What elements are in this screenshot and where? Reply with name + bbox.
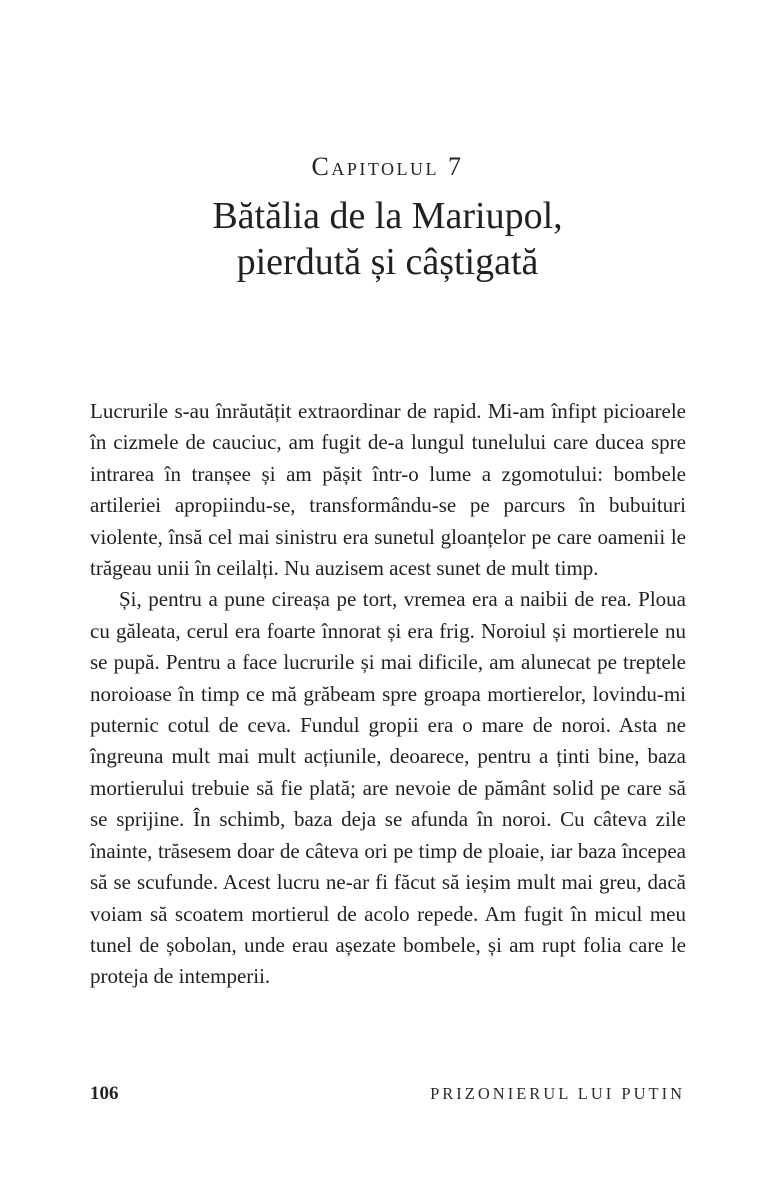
chapter-label: Capitolul 7: [311, 152, 464, 181]
paragraph-2: Și, pentru a pune cireașa pe tort, vremea era a naibii de rea. Ploua cu găleata, cerul era foarte înnorat și era frig. Noroiul și mortierele nu se pupă. Pentru a face lucrurile și mai dificile, am alunecat pe treptele noroioase în timp ce mă grăbeam spre groapa mortierelor, lovindu-mi puternic cotul de ceva. Fundul gropii era o mare de noroi. Asta ne îngreuna mult mai mult acțiunile, deoarece, pentru a ținti bine, baza mortierului trebuie să fie plată; are nevoie de pământ solid pe care să se sprijine. În schimb, baza deja se afunda în noroi. Cu câteva zile înainte, trăsesem doar de câteva ori pe timp de ploaie, iar baza începea să se scufunde. Acest lucru ne-ar fi făcut să ieșim mult mai greu, dacă voiam să scoatem mortierul de acolo repede. Am fugit în micul meu tunel de șobolan, unde erau așezate bombele, și am rupt folia care le proteja de intemperii.: [90, 587, 686, 989]
chapter-title-line2: pierdută și câștigată: [236, 241, 539, 283]
body-text: [90, 396, 686, 993]
chapter-title: [0, 193, 775, 285]
running-title: PRIZONIERUL LUI PUTIN: [430, 1084, 685, 1103]
chapter-title-line1: Bătălia de la Mariupol,: [212, 195, 563, 237]
page-footer: [90, 1083, 685, 1105]
page-number: 106: [90, 1083, 119, 1104]
paragraph-1: Lucrurile s-au înrăutățit extraordinar de rapid. Mi-am înfipt picioarele în cizmele de cauciuc, am fugit de-a lungul tunelului care ducea spre intrarea în tranșee și am pășit într-o lume a zgomotului: bombele artileriei apropiindu-se, transformându-se pe parcurs în bubuituri violente, însă cel mai sinistru era sunetul gloanțelor pe care oamenii le trăgeau unii în ceilalți. Nu auzisem acest sunet de mult timp.: [90, 399, 686, 581]
